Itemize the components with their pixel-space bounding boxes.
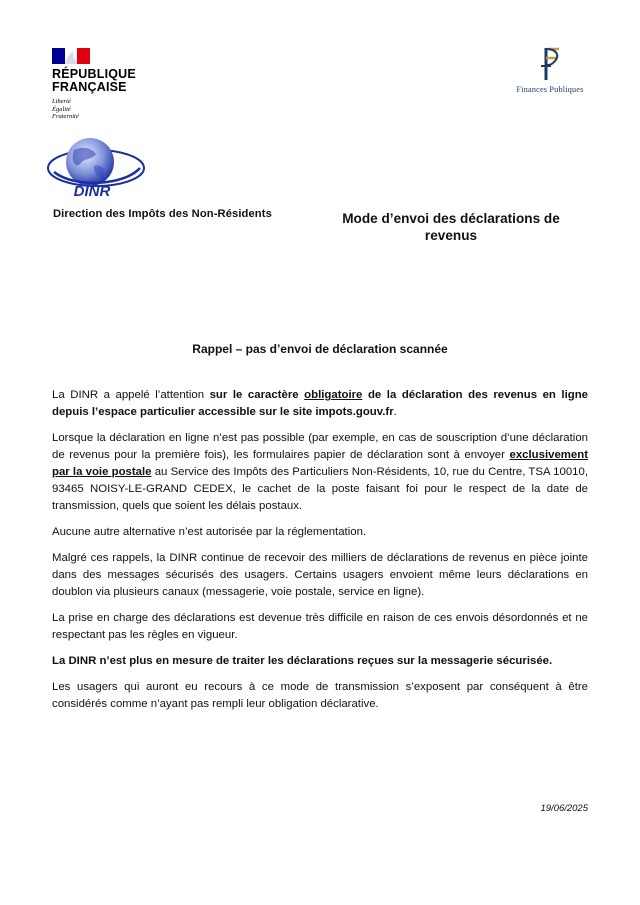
p1-obligatoire: obligatoire	[304, 389, 363, 401]
motto-egalite: Égalité	[52, 105, 71, 113]
document-body	[52, 387, 588, 722]
republique-francaise-logo	[52, 48, 172, 121]
p1-text-e: .	[393, 406, 397, 418]
p2-voie-postale: exclusivement par la voie postale	[52, 449, 588, 478]
paragraph-1	[52, 387, 588, 421]
direction-name: Direction des Impôts des Non-Résidents	[53, 208, 272, 220]
paragraph-6: La DINR n’est plus en mesure de traiter les déclarations reçues sur la messagerie sécurisée.	[52, 655, 553, 667]
p1-text-d: de la déclaration des revenus en ligne depuis l’espace particulier accessible sur le site impots.gouv.fr	[52, 389, 589, 418]
paragraph-5: La prise en charge des déclarations est devenue très difficile en raison de ces envois désordonnés et ne respectant pas les règles en vigueur.	[52, 612, 588, 641]
republique-text: RÉPUBLIQUE	[52, 67, 136, 81]
motto-fraternite: Fraternité	[52, 113, 79, 120]
document-subtitle: Rappel – pas d’envoi de déclaration scannée	[192, 342, 448, 356]
dinr-logo-text: DINR	[73, 183, 111, 198]
motto-liberte: Liberté	[52, 98, 71, 105]
dinr-globe-logo	[34, 132, 154, 198]
finances-publiques-logo	[500, 46, 600, 94]
p1-text-b: sur le caractère	[209, 389, 305, 401]
paragraph-2	[52, 430, 588, 515]
marianne-flag-icon	[52, 48, 90, 64]
paragraph-4: Malgré ces rappels, la DINR continue de recevoir des milliers de déclarations de revenus en pièce jointe dans des messages sécurisés des usagers. Certains usagers envoient même leurs déclarations en doublon via plusieurs canaux (messagerie, voie postale, service en ligne).	[52, 552, 588, 598]
document-title: Mode d’envoi des déclarations de revenus	[342, 211, 560, 243]
p1-text-a: La DINR a appelé l’attention	[52, 389, 210, 401]
paragraph-3: Aucune autre alternative n’est autorisée par la réglementation.	[52, 526, 367, 538]
document-date: 19/06/2025	[540, 803, 588, 814]
francaise-text: FRANÇAISE	[52, 80, 127, 94]
p2-text-c: au Service des Impôts des Particuliers Non-Résidents, 10, rue du Centre, TSA 10010, 93465 NOISY-LE-GRAND CEDEX, le cachet de la poste faisant foi pour le respect de la date de transmission, quels que soient les délais postaux.	[52, 466, 588, 512]
finances-publiques-text: Finances Publiques	[516, 85, 584, 94]
finances-publiques-emblem-icon	[537, 46, 563, 82]
p2-text-a: Lorsque la déclaration en ligne n’est pas possible (par exemple, en cas de souscription d’une déclaration de revenus pour la première fois), les formulaires papier de déclaration sont à envoyer	[52, 432, 588, 461]
paragraph-7: Les usagers qui auront eu recours à ce mode de transmission s’exposent par conséquent à être considérés comme n’ayant pas rempli leur obligation déclarative.	[52, 681, 588, 710]
